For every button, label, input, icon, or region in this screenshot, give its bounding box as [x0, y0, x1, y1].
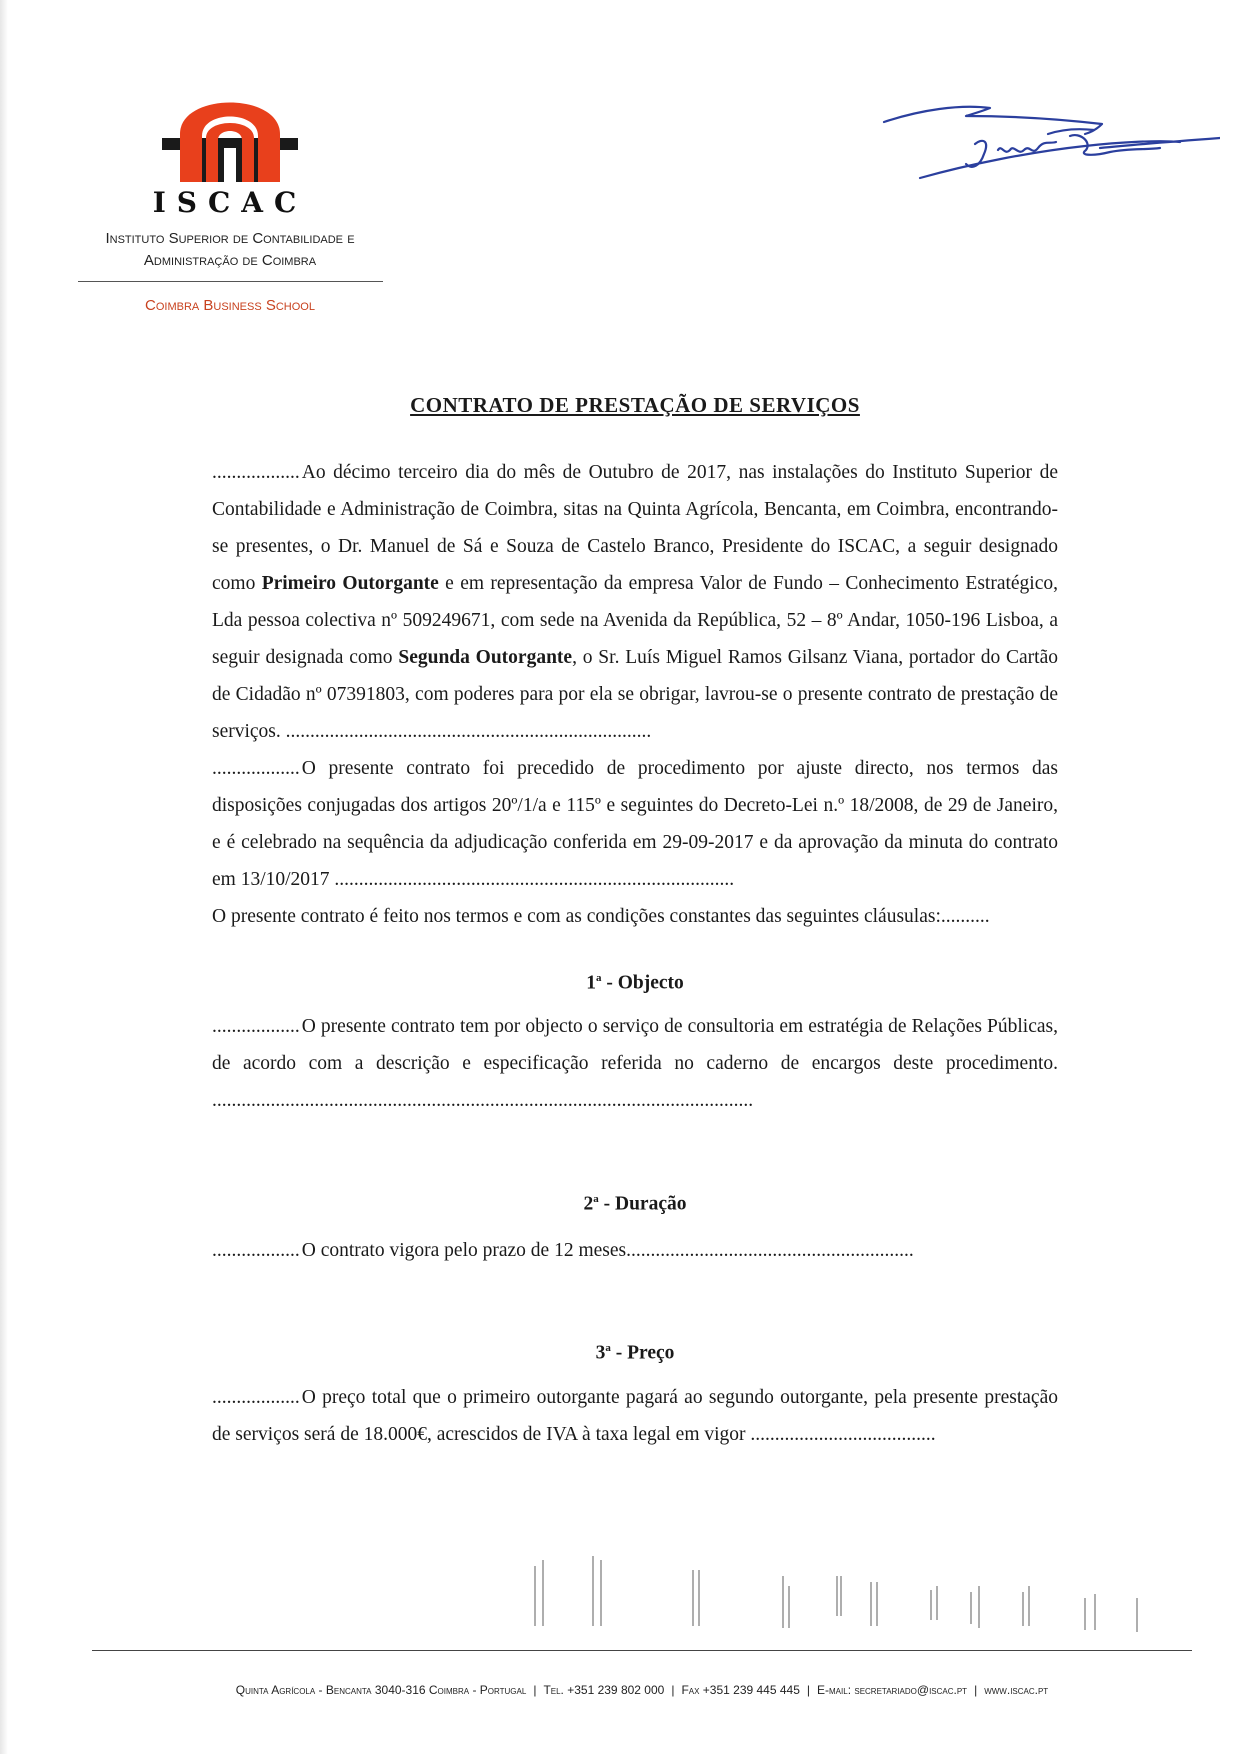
footer-separator: |: [974, 1683, 978, 1697]
first-party-label: Primeiro Outorgante: [261, 573, 439, 594]
leader-dots: ..................: [212, 462, 300, 483]
footer-email: E-mail: secretariado@iscac.pt: [817, 1683, 968, 1697]
footer-divider: [92, 1650, 1192, 1651]
second-party-label: Segunda Outorgante: [398, 647, 573, 668]
clause-number: 2: [583, 1193, 594, 1215]
contract-body: [212, 454, 1058, 935]
clause-title: - Preço: [610, 1342, 675, 1364]
clause-ordinal: a: [593, 1193, 599, 1205]
footer-separator: |: [533, 1683, 537, 1697]
leader-dots: ..................: [212, 758, 300, 779]
school-name: Coimbra Business School: [145, 297, 315, 314]
clause-2-body: [212, 1232, 1058, 1269]
clause-3-text: O preço total que o primeiro outorgante pagará ao segundo outorgante, pela presente prestação de serviços será de 18.000€, acrescidos de IVA à taxa legal em vigor ......................................: [212, 1387, 1058, 1445]
clause-2-heading: [212, 1193, 1058, 1216]
clause-1-heading: [212, 972, 1058, 995]
brand-name: ISCAC: [152, 186, 308, 219]
footer-separator: |: [806, 1683, 811, 1697]
preamble-text-1: Ao décimo terceiro dia do mês de Outubro de 2017, nas instalações do Instituto Superior de Contabilidade e Administração de Coimbra, sitas na Quinta Agrícola, Bencanta, em Coimbra, encontrando-se presentes, o Dr. Manuel de Sá e Souza de Castelo Branco, Presidente do ISCAC, a seguir designado como: [212, 462, 1058, 594]
institution-line-2: Administração de Coimbra: [143, 252, 317, 269]
conditions-intro: O presente contrato é feito nos termos e com as condições constantes das seguintes cláusulas:..........: [212, 906, 990, 927]
contract-title: CONTRATO DE PRESTAÇÃO DE SERVIÇOS: [410, 393, 860, 417]
clause-title: - Duração: [598, 1193, 687, 1215]
procedure-paragraph: [212, 750, 1058, 898]
clause-ordinal: a: [605, 1342, 611, 1354]
clause-1-paragraph: [212, 1008, 1058, 1119]
handwritten-signature: [880, 100, 1220, 190]
scan-edge-shadow: [0, 0, 8, 1754]
clause-title: - Objecto: [601, 972, 684, 994]
preamble-text-3: , o Sr. Luís Miguel Ramos Gilsanz Viana, portador do Cartão de Cidadão nº 07391803, com poderes para por ela se obrigar, lavrou-se o presente contrato de prestação de serviços. ...........................................................................: [212, 647, 1058, 742]
clause-number: 1: [586, 972, 596, 994]
leader-dots: ..................: [212, 1387, 300, 1408]
clause-2-text: O contrato vigora pelo prazo de 12 meses...........................................................: [301, 1240, 914, 1261]
institution-line-1: Instituto Superior de Contabilidade e: [105, 230, 355, 247]
preamble-text-2: e em representação da empresa Valor de Fundo – Conhecimento Estratégico, Lda pessoa colectiva nº 509249671, com sede na Avenida da República, 52 – 8º Andar, 1050-196 Lisboa, a seguir designada como: [212, 573, 1058, 668]
procedure-text: O presente contrato foi precedido de procedimento por ajuste directo, nos termos das disposições conjugadas dos artigos 20º/1/a e 115º e seguintes do Decreto-Lei n.º 18/2008, de 29 de Janeiro, e é celebrado na sequência da adjudicação conferida em 29-09-2017 e da aprovação da minuta do contrato em 13/10/2017 ..................................................................................: [212, 758, 1058, 890]
footer-address: Quinta Agrícola - Bencanta 3040-316 Coimbra - Portugal: [235, 1683, 527, 1697]
preamble-paragraph: [212, 454, 1058, 750]
clause-ordinal: a: [595, 972, 602, 984]
institution-name: [60, 228, 400, 272]
leader-dots: ..................: [212, 1016, 300, 1037]
footer-contact: [92, 1683, 1192, 1697]
letterhead-divider: [78, 281, 383, 282]
scan-page-marks: [525, 1546, 1165, 1636]
clause-3-paragraph: [212, 1379, 1058, 1453]
clause-1-body: [212, 1008, 1058, 1119]
footer-telephone: Tel. +351 239 802 000: [543, 1683, 665, 1697]
clause-1-text: O presente contrato tem por objecto o serviço de consultoria em estratégia de Relações Públicas, de acordo com a descrição e especificação referida no caderno de encargos deste procedimento. ...............................................................................................................: [212, 1016, 1058, 1111]
footer-website: www.iscac.pt: [984, 1683, 1049, 1697]
footer-separator: |: [671, 1683, 675, 1697]
iscac-logo-icon: [162, 82, 298, 182]
clause-number: 3: [595, 1342, 606, 1364]
leader-dots: ..................: [212, 1240, 300, 1261]
clause-2-paragraph: [212, 1232, 1058, 1269]
clause-3-body: [212, 1379, 1058, 1453]
clause-3-heading: [212, 1342, 1058, 1365]
footer-fax: Fax +351 239 445 445: [681, 1683, 800, 1697]
